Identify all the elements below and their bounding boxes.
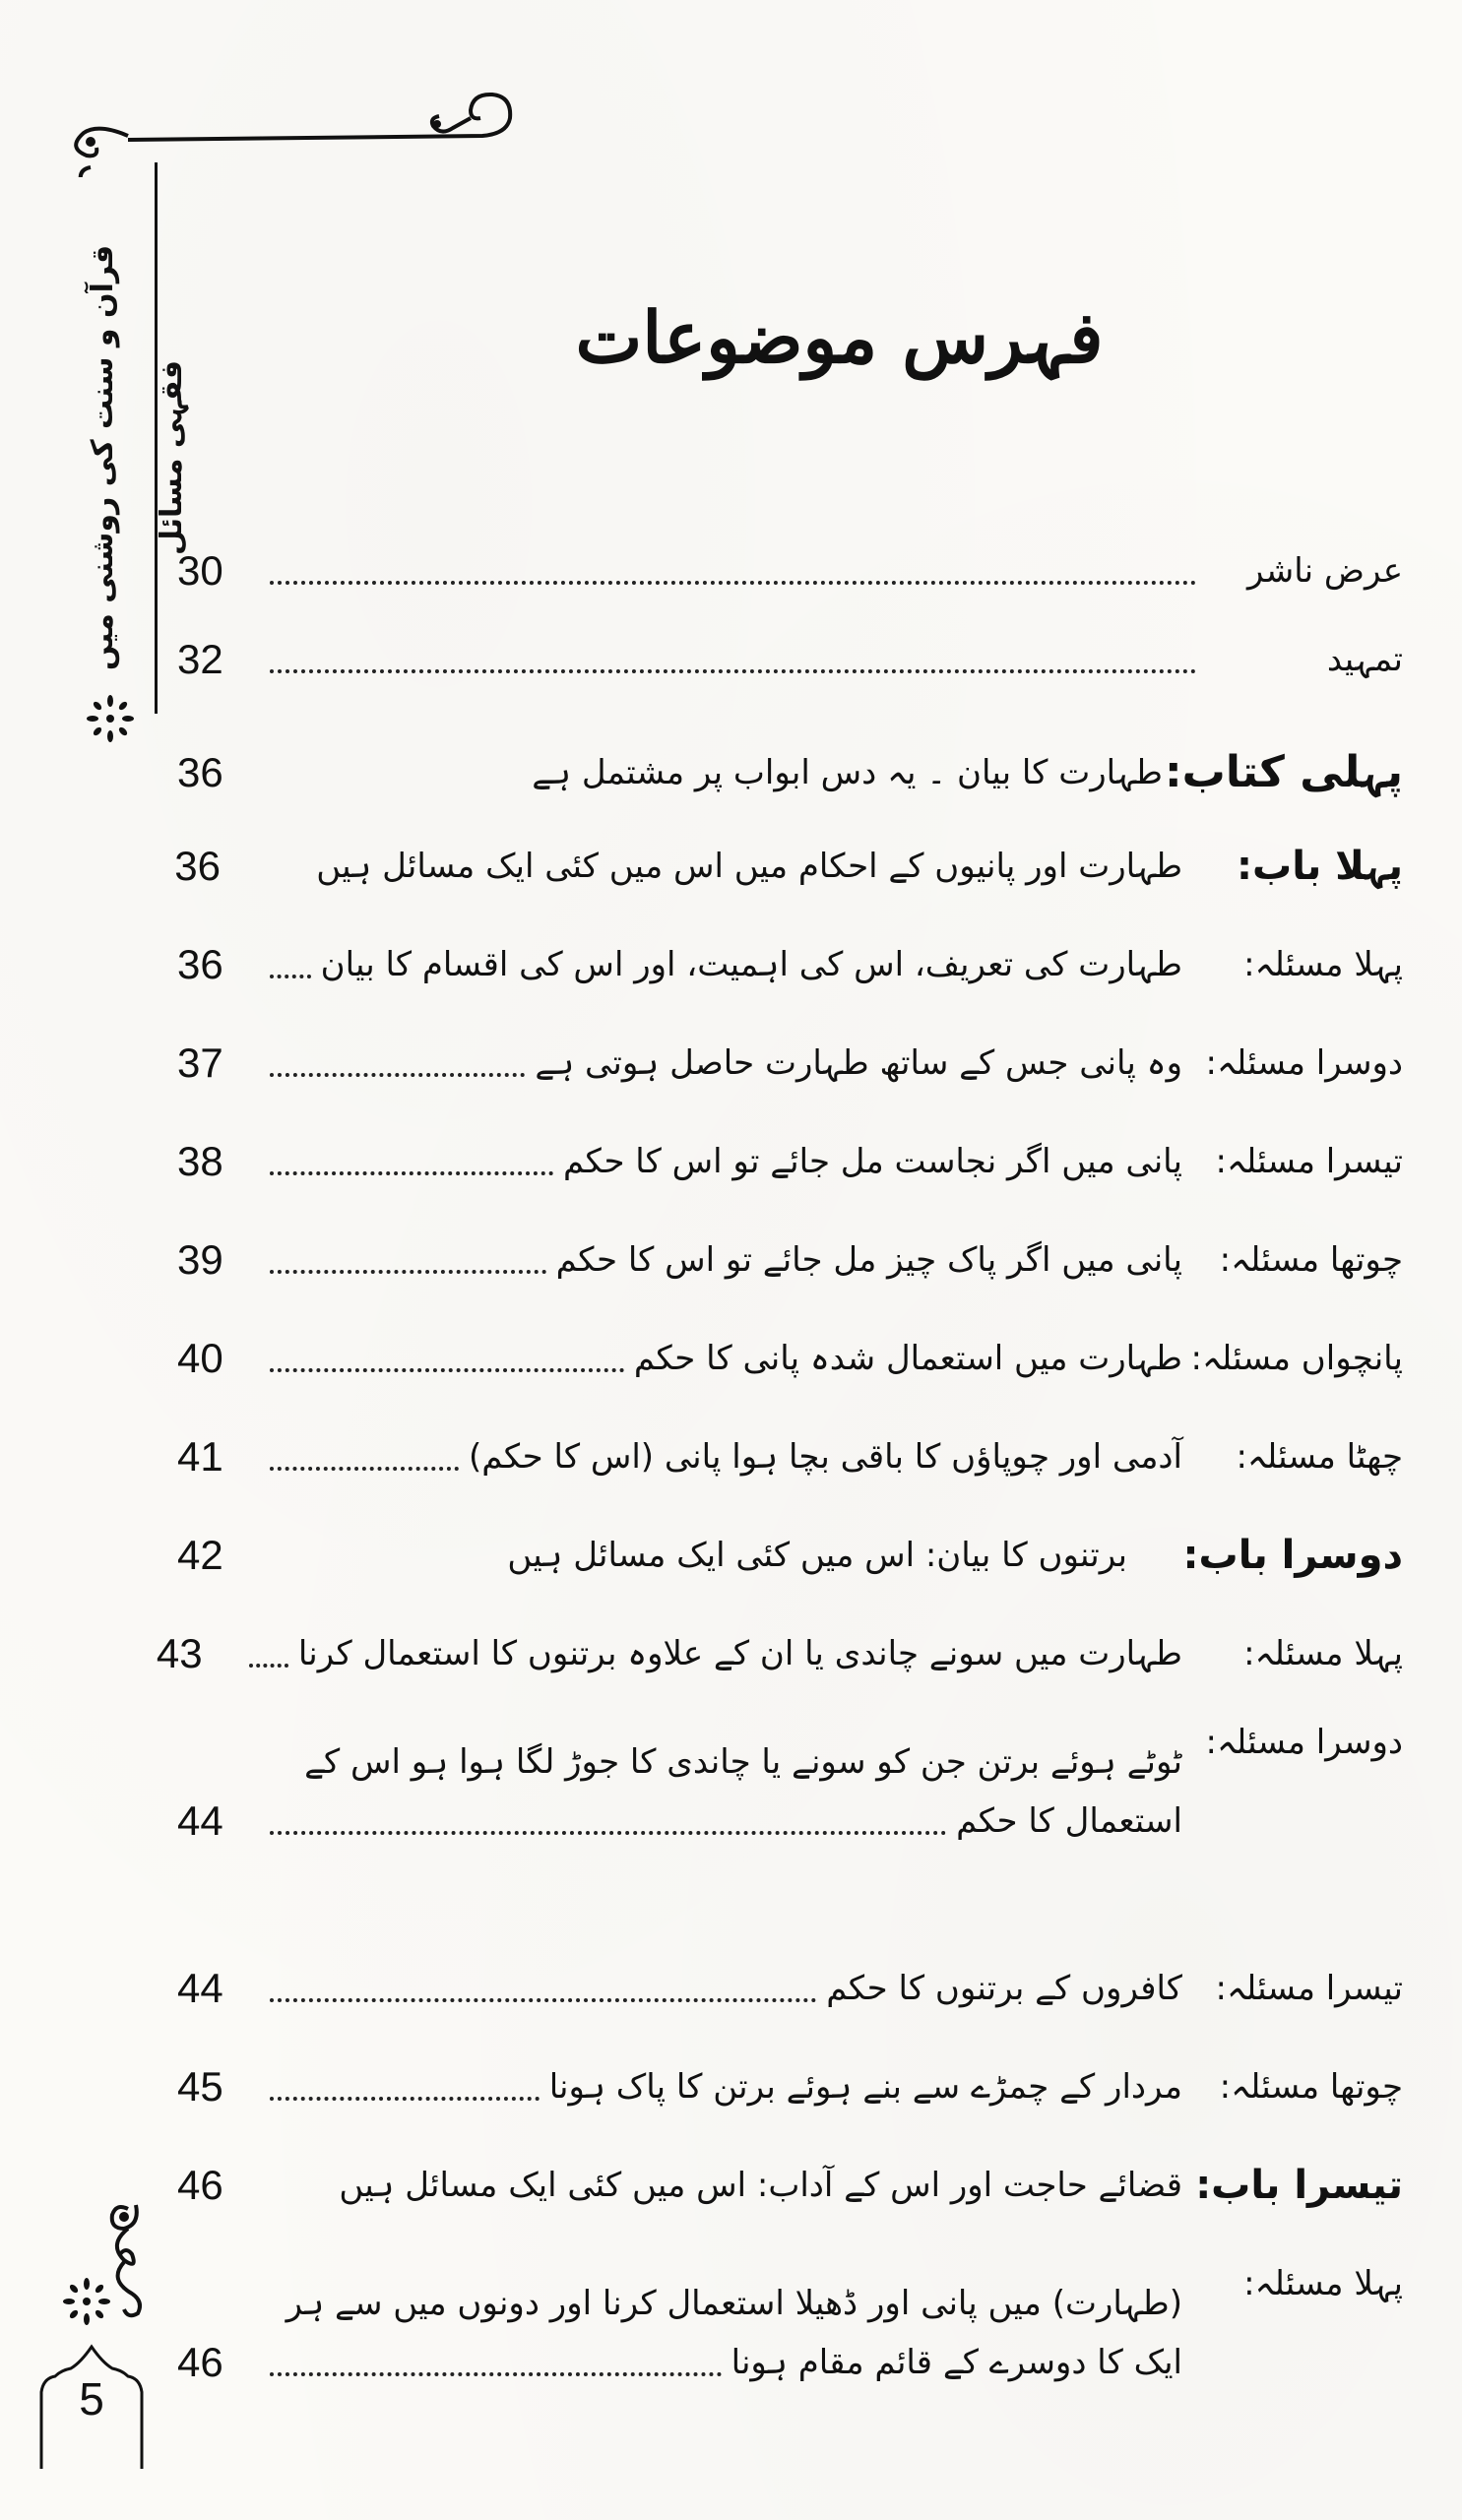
issue-label: پانچواں مسئلہ: bbox=[1190, 1339, 1403, 1378]
top-scroll-ornament-icon bbox=[59, 79, 551, 177]
dot-leader bbox=[270, 2372, 722, 2376]
page-number: 39 bbox=[177, 1236, 223, 1283]
entry-topic: مردار کے چمڑے سے بنے ہوئے برتن کا پاک ہونا bbox=[548, 2067, 1182, 2107]
toc-row[interactable] bbox=[177, 1122, 1403, 1191]
dot-leader bbox=[270, 1368, 624, 1372]
toc-row[interactable] bbox=[177, 2048, 1403, 2116]
entry-topic: طہارت کا بیان ۔ یہ دس ابواب پر مشتمل ہے bbox=[532, 753, 1163, 792]
entry-topic: برتنوں کا بیان: اس میں کئی ایک مسائل ہیں bbox=[507, 1536, 1127, 1575]
chapter-label: تیسرا باب: bbox=[1195, 2163, 1403, 2208]
toc-row[interactable] bbox=[177, 1418, 1403, 1486]
issue-label: تیسرا مسئلہ: bbox=[1215, 1969, 1403, 2008]
page-number: 36 bbox=[177, 941, 223, 987]
entry-topic: طہارت اور پانیوں کے احکام میں اس میں کئی ایک مسائل ہیں bbox=[316, 847, 1182, 886]
toc-row[interactable] bbox=[177, 1024, 1403, 1093]
toc-row[interactable] bbox=[177, 620, 1403, 689]
toc-row[interactable] bbox=[177, 1221, 1403, 1290]
page-number: 38 bbox=[177, 1138, 223, 1184]
dot-leader bbox=[270, 581, 1196, 585]
toc-row[interactable] bbox=[177, 532, 1403, 600]
entry-topic-line1: ٹوٹے ہوئے برتن جن کو سونے یا چاندی کا جوڑ لگا ہوا ہو اس کے bbox=[304, 1742, 1182, 1782]
page-number: 37 bbox=[177, 1040, 223, 1086]
entry-topic-wrapped bbox=[256, 1732, 1206, 1851]
page-number: 45 bbox=[177, 2063, 223, 2110]
page-number: 42 bbox=[177, 1532, 223, 1578]
entry-topic: آدمی اور چوپاؤں کا باقی بچا ہوا پانی (اس کا حکم) bbox=[468, 1437, 1182, 1477]
issue-label: چھٹا مسئلہ: bbox=[1236, 1437, 1403, 1477]
entry-topic: وہ پانی جس کے ساتھ طہارت حاصل ہوتی ہے bbox=[535, 1043, 1182, 1083]
page-number: 46 bbox=[177, 2339, 223, 2385]
running-book-title: قرآن و سنت کی روشنی میں فقہی مسائل bbox=[86, 244, 189, 671]
toc-row[interactable] bbox=[177, 925, 1403, 994]
toc-row[interactable] bbox=[177, 2254, 1403, 2392]
book-label: پہلی کتاب: bbox=[1165, 747, 1403, 797]
entry-topic: پانی میں اگر نجاست مل جائے تو اس کا حکم bbox=[563, 1142, 1182, 1181]
issue-label: پہلا مسئلہ: bbox=[1243, 2264, 1403, 2303]
issue-label: چوتھا مسئلہ: bbox=[1219, 2067, 1403, 2107]
toc-row[interactable] bbox=[177, 1949, 1403, 2018]
dot-leader bbox=[270, 1998, 816, 2002]
dot-leader bbox=[270, 1073, 525, 1077]
toc-row-chapter[interactable] bbox=[177, 2146, 1403, 2215]
entry-topic: قضائے حاجت اور اس کے آداب: اس میں کئی ایک مسائل ہیں bbox=[339, 2166, 1182, 2205]
entry-topic: پانی میں اگر پاک چیز مل جائے تو اس کا حکم bbox=[555, 1240, 1182, 1280]
toc-row[interactable] bbox=[177, 1713, 1403, 1851]
dot-leader bbox=[270, 1270, 546, 1274]
toc-title: فہرس موضوعات bbox=[575, 295, 1104, 379]
page-number: 46 bbox=[177, 2162, 223, 2208]
entry-topic: طہارت کی تعریف، اس کی اہمیت، اور اس کی اقسام کا بیان bbox=[320, 945, 1182, 984]
dot-leader bbox=[270, 669, 1196, 673]
flower-ornament-icon bbox=[81, 689, 140, 748]
entry-topic-line1: (طہارت) میں پانی اور ڈھیلا استعمال کرنا اور دونوں میں سے ہر bbox=[286, 2284, 1182, 2323]
dot-leader bbox=[249, 1664, 288, 1668]
page-number: 43 bbox=[156, 1630, 203, 1676]
issue-label: پہلا مسئلہ: bbox=[1243, 945, 1403, 984]
entry-topic-wrapped bbox=[256, 2274, 1206, 2392]
page-number: 44 bbox=[177, 1965, 223, 2011]
entry-topic: طہارت میں استعمال شدہ پانی کا حکم bbox=[633, 1339, 1182, 1378]
entry-topic: کافروں کے برتنوں کا حکم bbox=[826, 1969, 1182, 2008]
issue-label: چوتھا مسئلہ: bbox=[1219, 1240, 1403, 1280]
issue-label: تیسرا مسئلہ: bbox=[1215, 1142, 1403, 1181]
chapter-label: دوسرا باب: bbox=[1182, 1533, 1403, 1578]
dot-leader bbox=[270, 1171, 553, 1175]
dot-leader bbox=[270, 2097, 540, 2101]
toc-row[interactable] bbox=[177, 1319, 1403, 1388]
page-number: 41 bbox=[177, 1433, 223, 1480]
dot-leader bbox=[270, 1467, 459, 1471]
toc-row-chapter[interactable] bbox=[177, 1516, 1403, 1585]
issue-label: دوسرا مسئلہ: bbox=[1205, 1043, 1403, 1083]
page-number: 40 bbox=[177, 1335, 223, 1381]
page-number: 44 bbox=[177, 1797, 223, 1844]
page-number-footer: 5 bbox=[79, 2373, 104, 2425]
entry-topic-line2: ایک کا دوسرے کے قائم مقام ہونا bbox=[731, 2343, 1182, 2382]
page-number: 36 bbox=[177, 749, 223, 795]
issue-label: پہلا مسئلہ: bbox=[1243, 1634, 1403, 1673]
page-number: 36 bbox=[174, 843, 221, 889]
toc-row[interactable] bbox=[156, 1614, 1403, 1683]
dot-leader bbox=[270, 975, 311, 978]
chapter-label: پہلا باب: bbox=[1237, 844, 1403, 889]
page-number: 30 bbox=[177, 547, 223, 594]
toc-row-book[interactable] bbox=[177, 733, 1403, 802]
entry-topic: طہارت میں سونے چاندی یا ان کے علاوہ برتنوں کا استعمال کرنا bbox=[297, 1634, 1182, 1673]
dot-leader bbox=[270, 1831, 946, 1835]
page-number: 32 bbox=[177, 636, 223, 682]
entry-topic-line2: استعمال کا حکم bbox=[956, 1801, 1182, 1841]
entry-label: عرض ناشر bbox=[1246, 551, 1403, 591]
entry-label: تمہید bbox=[1326, 640, 1403, 679]
issue-label: دوسرا مسئلہ: bbox=[1205, 1723, 1403, 1762]
toc-row-chapter[interactable] bbox=[174, 827, 1403, 896]
